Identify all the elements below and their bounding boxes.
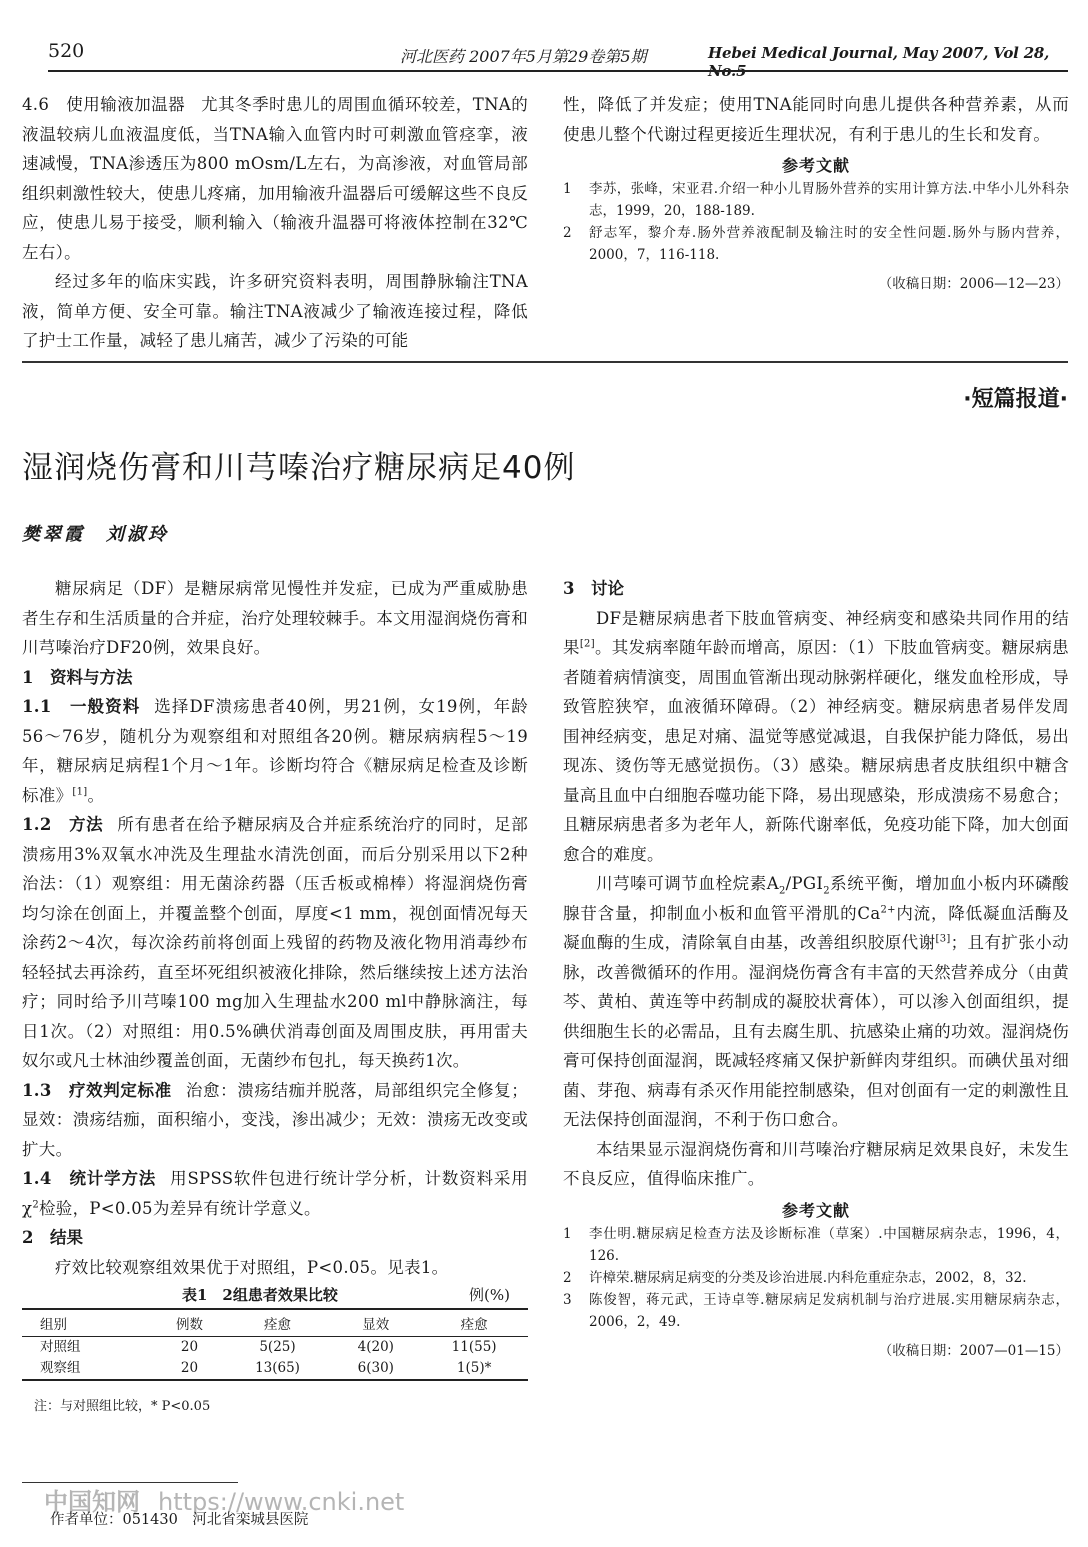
paragraph: 1.1 一般资料 选择DF溃疡患者40例，男21例，女19例，年龄56～76岁，随机分为观察组和对照组各20例。糖尿病病程5～19年，糖尿病足病程1个月～1年。诊断均符合《糖尿病足检查及诊断标准》[1]。	[22, 697, 528, 805]
paragraph: 本结果显示湿润烧伤膏和川芎嗪治疗糖尿病足效果良好，未发生不良反应，值得临床推广。	[563, 1139, 1069, 1188]
received-date: （收稿日期：2006—12—23）	[878, 276, 1069, 292]
paragraph: 疗效比较观察组效果优于对照组，P<0.05。见表1。	[55, 1257, 449, 1277]
top-right-column	[563, 90, 1069, 292]
running-header	[48, 40, 1050, 80]
paragraph: 1.2 方法 所有患者在给予糖尿病及合并症系统治疗的同时，足部溃疡用3%双氧水冲洗及生理盐水清洗创面，而后分别采用以下2种治法：（1）观察组：用无菌涂药器（压舌板或棉棒）将湿润烧伤膏均匀涂在创面上，并覆盖整个创面，厚度<1 mm，视创面情况每天涂药2～4次，每次涂药前将创面上残留的药物及液化物用消毒纱布轻轻拭去再涂药，直至坏死组织被液化排除，然后继续按上述方法治疗；同时给予川芎嗪100 mg加入生理盐水200 ml中静脉滴注，每日1次。（2）对照组：用0.5%碘伏消毒创面及周围皮肤，再用雷夫奴尔或凡士林油纱覆盖创面，无菌纱布包扎，每天换药1次。	[22, 815, 528, 1070]
results-table	[22, 1308, 528, 1381]
table-unit: 例(%)	[469, 1286, 510, 1304]
table-title: 表1 2组患者效果比较	[182, 1286, 338, 1304]
author-affiliation: 作者单位：051430 河北省栾城县医院	[50, 1512, 309, 1528]
table-row: 观察组 20 13(65) 6(30) 1(5)*	[22, 1358, 528, 1380]
paragraph: 川芎嗪可调节血栓烷素$A_2/PGI_2$系统平衡，增加血小板内环磷酸腺苷含量，抑制血小板和血管平滑肌的$Ca^{2+}$内流，降低凝血活酶及凝血酶的生成，清除氧自由基，改善组织胶原代谢[3]；且有扩张小动脉，改善微循环的作用。湿润烧伤膏含有丰富的天然营养成分（由黄芩、黄柏、黄连等中药制成的凝胶状膏体），可以渗入创面组织，提供细胞生长的必需品，且有去腐生肌、抗感染止痛的功效。湿润烧伤膏可保持创面湿润，既减轻疼痛又保护新鲜肉芽组织。而碘伏虽对细菌、芽孢、病毒有杀灭作用能控制感染，但对创面有一定的刺激性且无法保持创面湿润，不利于伤口愈合。	[563, 874, 1069, 1129]
table-note: 注：与对照组比较，* P<0.05	[34, 1399, 211, 1414]
subsection-heading: 4.6 使用输液加温器	[22, 95, 186, 114]
references-heading: 参考文献	[781, 156, 850, 175]
journal-en: Hebei Medical Journal, May 2007, Vol 28, No.5	[708, 44, 1050, 80]
article-title: 湿润烧伤膏和川芎嗪治疗糖尿病足40例	[22, 450, 576, 486]
reference-item: 2 舒志军，黎介寿.肠外营养液配制及输注时的安全性问题.肠外与肠内营养，2000，7，116-118.	[563, 225, 1069, 263]
main-left-column	[22, 574, 528, 1414]
paragraph: 4.6 使用输液加温器 尤其冬季时患儿的周围血循环较差，TNA的液温较病儿血液温度低，当TNA输入血管内时可刺激血管痉挛，液速减慢，TNA渗透压为800 mOsm/L左右，为高渗液，对血管局部组织刺激性较大，使患儿疼痛，加用输液升温器后可缓解这些不良反应，使患儿易于接受，顺利输入（输液升温器可将液体控制在32℃左右）。	[22, 95, 529, 262]
section-heading: 1 资料与方法	[22, 667, 133, 687]
subsection-heading: 1.4 统计学方法	[22, 1169, 157, 1188]
watermark-brand: 中国知网	[44, 1488, 140, 1516]
reference-item: 2 许樟荣.糖尿病足病变的分类及诊治进展.内科危重症杂志，2002，8，32.	[563, 1269, 1027, 1286]
section-heading: 2 结果	[22, 1228, 83, 1247]
reference-item: 3 陈俊智，蒋元武，王诗卓等.糖尿病足发病机制与治疗进展.实用糖尿病杂志，2006，2，49.	[563, 1291, 1069, 1330]
article-authors: 樊翠霞 刘淑玲	[22, 524, 169, 545]
table-row: 对照组 20 5(25) 4(20) 11(55)	[40, 1339, 497, 1355]
table-caption	[22, 1282, 528, 1308]
paragraph: 1.3 疗效判定标准 治愈：溃疡结痂并脱落，局部组织完全修复；显效：溃疡结痂，面积缩小，变浅，渗出减少；无效：溃疡无改变或扩大。	[22, 1080, 528, 1159]
reference-item: 1 李仕明.糖尿病足检查方法及诊断标准（草案）.中国糖尿病杂志，1996，4，126.	[563, 1225, 1069, 1264]
page-number: 520	[48, 40, 85, 62]
paragraph: 糖尿病足（DF）是糖尿病常见慢性并发症，已成为严重威胁患者生存和生活质量的合并症，治疗处理较棘手。本文用湿润烧伤膏和川芎嗪治疗DF20例，效果良好。	[22, 579, 528, 657]
section-rule	[22, 361, 1068, 363]
subsection-heading: 1.2 方法	[22, 815, 104, 834]
watermark-url: https://www.cnki.net	[158, 1488, 405, 1516]
subsection-heading: 1.1 一般资料	[22, 697, 141, 716]
paragraph: 经过多年的临床实践，许多研究资料表明，周围静脉输注TNA液，简单方便、安全可靠。输注TNA液减少了输液连接过程，降低了护士工作量，减轻了患儿痛苦，减少了污染的可能	[22, 272, 528, 350]
paragraph: DF是糖尿病患者下肢血管病变、神经病变和感染共同作用的结果[2]。其发病率随年龄而增高，原因：（1）下肢血管病变。糖尿病患者随着病情演变，周围血管渐出现动脉粥样硬化，继发血栓形成，导致管腔狭窄，血液循环障碍。（2）神经病变。糖尿病患者易伴发周围神经病变，患足对痛、温觉等感觉减退，自我保护能力降低，易出现冻、烫伤等无感觉损伤。（3）感染。糖尿病患者皮肤组织中糖含量高且血中白细胞吞噬功能下降，易出现感染，形成溃疡不易愈合；且糖尿病患者多为老年人，新陈代谢率低，免疫功能下降，加大创面愈合的难度。	[563, 608, 1069, 864]
subsection-heading: 1.3 疗效判定标准	[22, 1080, 172, 1100]
top-left-column	[22, 90, 528, 356]
section-label: ·短篇报道·	[963, 387, 1068, 412]
header-rule	[48, 70, 1068, 72]
section-heading: 3 讨论	[563, 579, 624, 598]
reference-item: 1 李苏，张峰，宋亚君.介绍一种小儿胃肠外营养的实用计算方法.中华小儿外科杂志，1999，20，188-189.	[563, 181, 1069, 219]
main-right-column	[563, 574, 1069, 1359]
references-heading: 参考文献	[781, 1200, 850, 1220]
received-date: （收稿日期：2007—01—15）	[878, 1342, 1069, 1359]
paragraph: 性，降低了并发症；使用TNA能同时向患儿提供各种营养素，从而使患儿整个代谢过程更接近生理状况，有利于患儿的生长和发育。	[563, 95, 1069, 144]
paragraph: 1.4 统计学方法 用SPSS软件包进行统计学分析，计数资料采用$\chi^2$检验，P<0.05为差异有统计学意义。	[22, 1169, 528, 1218]
journal-cn: 河北医药 2007年5月第29卷第5期	[400, 47, 647, 66]
table-header-row: 组别 例数 痊愈 显效 痊愈	[22, 1309, 528, 1337]
